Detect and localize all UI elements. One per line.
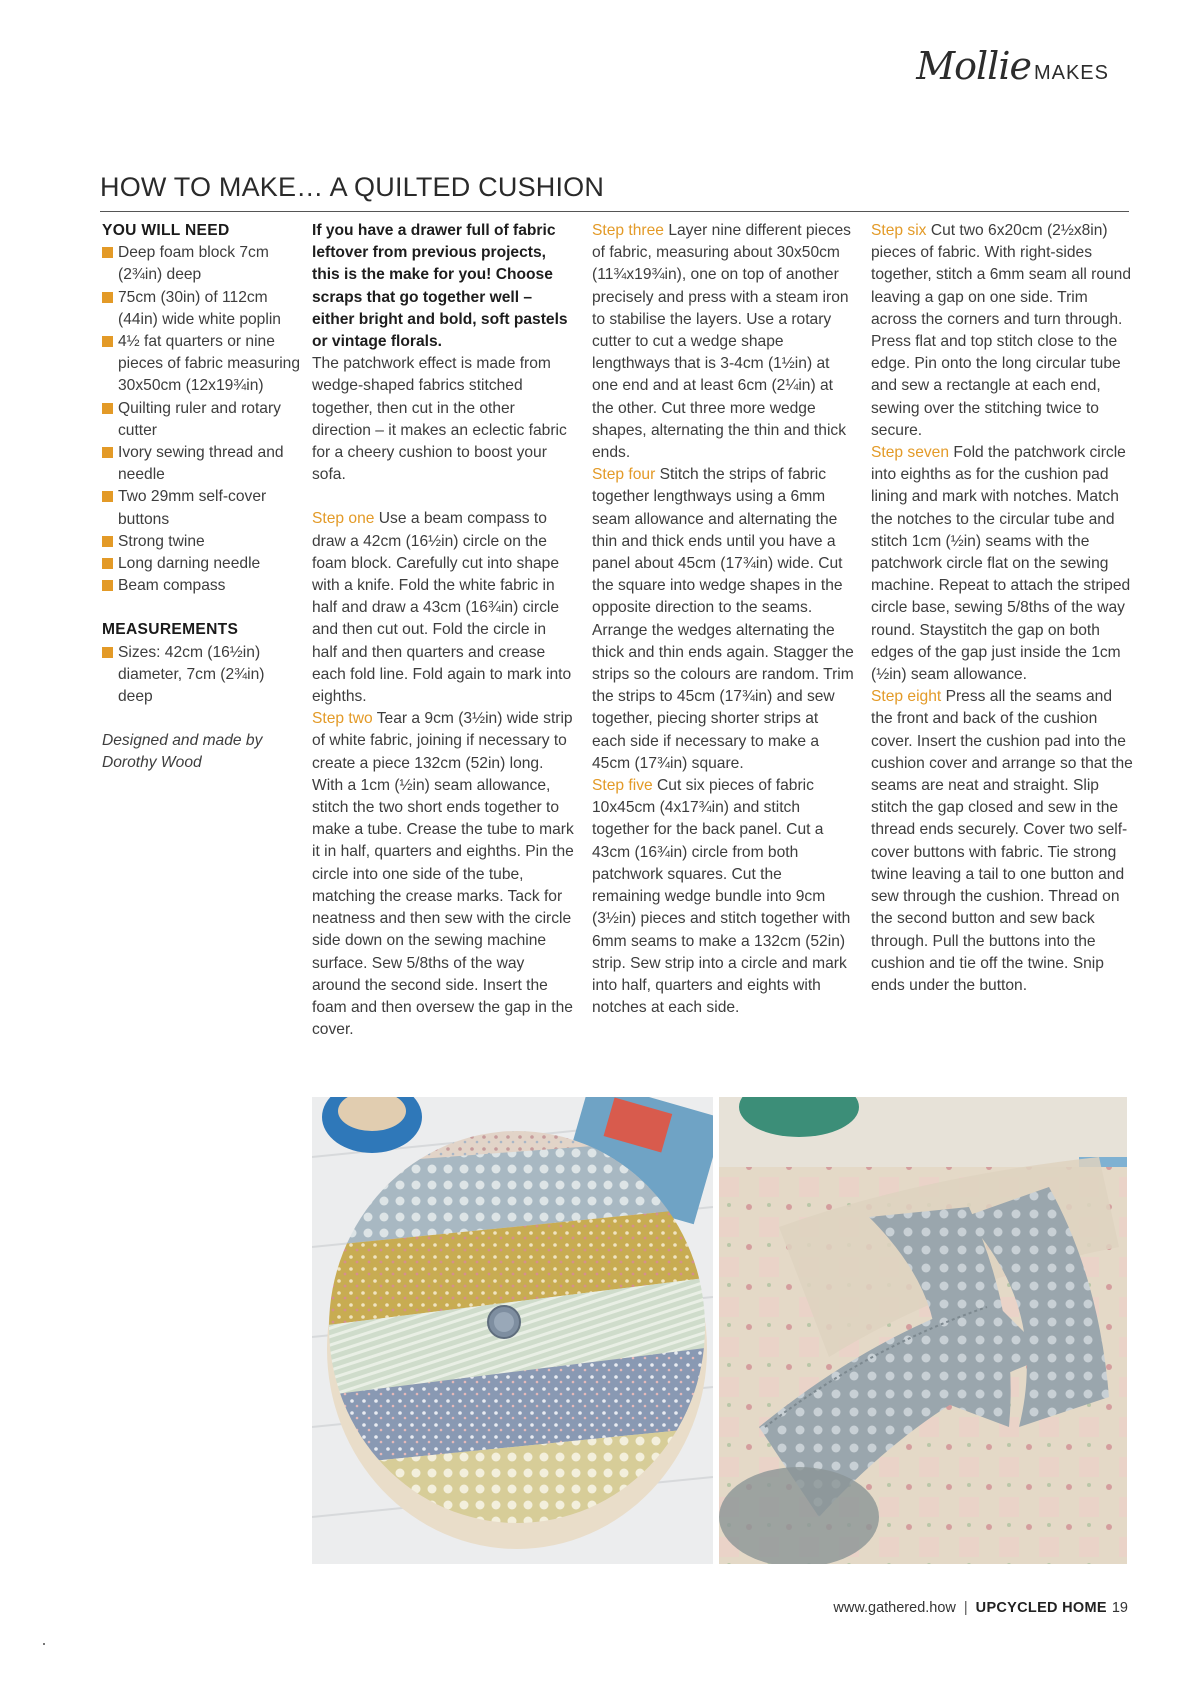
list-item: Ivory sewing thread and needle [102,442,302,486]
list-item: Strong twine [102,531,302,553]
steps-column-right [871,220,1133,997]
footer-separator: | [963,1600,968,1616]
you-will-need-heading: YOU WILL NEED [102,222,230,239]
corner-mark [43,1643,45,1645]
brand-logo [916,44,1109,88]
list-item: Quilting ruler and rotary cutter [102,398,302,442]
cushion-handle-photo [719,1097,1127,1564]
measurements-heading: MEASUREMENTS [102,621,239,639]
step-label: Step three [592,222,664,239]
step-label: Step one [312,510,375,528]
magazine-name: UPCYCLED HOME [975,1600,1107,1616]
logo-script: Mollie [916,44,1031,88]
footer-url: www.gathered.how [833,1600,956,1616]
bullet-square-icon [102,647,113,658]
title-divider [100,211,1129,212]
step-eight: Step eight Press all the seams and the front and back of the cushion cover. Insert the cushion pad into the cushion cover and arrange so that the seams are neat and straight. Slip stitch the gap closed and sew in the thread ends securely. Cover two self-cover buttons with fabric. Tie strong twine leaving a tail to one button and sew through the cushion. Thread on the second button and sew back through. Pull the buttons into the cushion and tie off the twine. Snip ends under the button. [871,688,1133,994]
bullet-square-icon [102,403,113,414]
step-three: Step three Layer nine different pieces of fabric, measuring about 30x50cm (11¾x19¾in), one on top of another precisely and press with a steam iron to stabilise the layers. Use a rotary cutter to cut a wedge shape lengthways that is 3-4cm (1½in) at one end and at least 6cm (2¼in) at the other. Cut three more wedge shapes, alternating the thin and thick ends. [592,222,851,462]
intro-column [312,220,574,1041]
step-label: Step eight [871,688,942,706]
step-six: Step six Cut two 6x20cm (2½x8in) pieces of fabric. With right-sides together, stitch a 6mm seam all round leaving a gap on one side. Trim across the corners and turn through. Press flat and top stitch close to the edge. Pin onto the long circular tube and sew a rectangle at each end, sewing over the stitching twice to secure. [871,222,1132,439]
bullet-square-icon [102,536,113,547]
list-item: Long darning needle [102,553,302,575]
intro-lead: If you have a drawer full of fabric leftover from previous projects, this is the make for you! Choose scraps that go together well – either bright and bold, soft pastels or vintage florals. [312,222,568,351]
bullet-square-icon [102,580,113,591]
logo-word: MAKES [1033,62,1109,84]
page-footer [833,1600,1128,1616]
step-label: Step five [592,777,653,795]
list-item: Deep foam block 7cm (2¾in) deep [102,242,302,286]
step-label: Step seven [871,444,950,462]
cushion-top-photo [312,1097,713,1564]
step-label: Step two [312,710,373,728]
step-two: Step two Tear a 9cm (3½in) wide strip of white fabric, joining if necessary to create a piece 132cm (52in) long. With a 1cm (½in) seam allowance, stitch the two short ends together to make a tube. Crease the tube to mark it in half, quarters and eighths. Pin the circle into one side of the tube, matching the crease marks. Tack for neatness and then sew with the circle side down on the sewing machine surface. Sew 5/8ths of the way around the second side. Insert the foam and then oversew the gap in the cover. [312,710,574,1039]
measurements-list [102,642,302,709]
bullet-square-icon [102,247,113,258]
list-item: 75cm (30in) of 112cm (44in) wide white poplin [102,287,302,331]
step-five: Step five Cut six pieces of fabric 10x45cm (4x17¾in) and stitch together for the back panel. Cut a 43cm (16¾in) circle from both patchwork squares. Cut the remaining wedge bundle into 9cm (3½in) pieces and stitch together with 6mm seams to make a 132cm (52in) strip. Sew strip into a circle and mark into half, quarters and eights with notches at each side. [592,777,851,1017]
list-item: Two 29mm self-cover buttons [102,486,302,530]
bullet-square-icon [102,336,113,347]
intro-body: The patchwork effect is made from wedge-shaped fabrics stitched together, then cut in the other direction – it makes an eclectic fabric for a cheery cushion to boost your sofa. [312,355,567,484]
step-four: Step four Stitch the strips of fabric together lengthways using a 6mm seam allowance and alternating the thin and thick ends until you have a panel about 45cm (17¾in) wide. Cut the square into wedge shapes in the opposite direction to the seams. Arrange the wedges alternating the thick and thin ends again. Stagger the strips so the colours are random. Trim the strips to 45cm (17¾in) and sew together, piecing shorter strips at each side if necessary to make a 45cm (17¾in) square. [592,466,854,772]
step-one: Step one Use a beam compass to draw a 42cm (16½in) circle on the foam block. Carefully cut into shape with a knife. Fold the white fabric in half and draw a 43cm (16¾in) circle and then cut out. Fold the circle in half and then quarters and crease each fold line. Fold again to mark into eighths. [312,510,572,706]
bullet-square-icon [102,491,113,502]
list-item: 4½ fat quarters or nine pieces of fabric measuring 30x50cm (12x19¾in) [102,331,302,398]
page-number: 19 [1111,1600,1128,1616]
step-label: Step four [592,466,656,484]
bullet-square-icon [102,292,113,303]
materials-column [102,220,302,775]
you-will-need-list [102,242,302,597]
bullet-square-icon [102,558,113,569]
list-item: Sizes: 42cm (16½in) diameter, 7cm (2¾in) deep [102,642,302,709]
list-item: Beam compass [102,575,302,597]
bullet-square-icon [102,447,113,458]
step-label: Step six [871,222,927,239]
page-title: HOW TO MAKE… A QUILTED CUSHION [100,172,605,202]
designer-credit: Designed and made by Dorothy Wood [102,732,263,772]
steps-column-middle [592,220,854,1019]
step-seven: Step seven Fold the patchwork circle into eighths as for the cushion pad lining and mark with notches. Match the notches to the circular tube and stitch 1cm (½in) seams with the patchwork circle flat on the sewing machine. Repeat to attach the striped circle base, sewing 5/8ths of the way round. Staystitch the gap on both edges of the gap just inside the 1cm (½in) seam allowance. [871,444,1131,684]
